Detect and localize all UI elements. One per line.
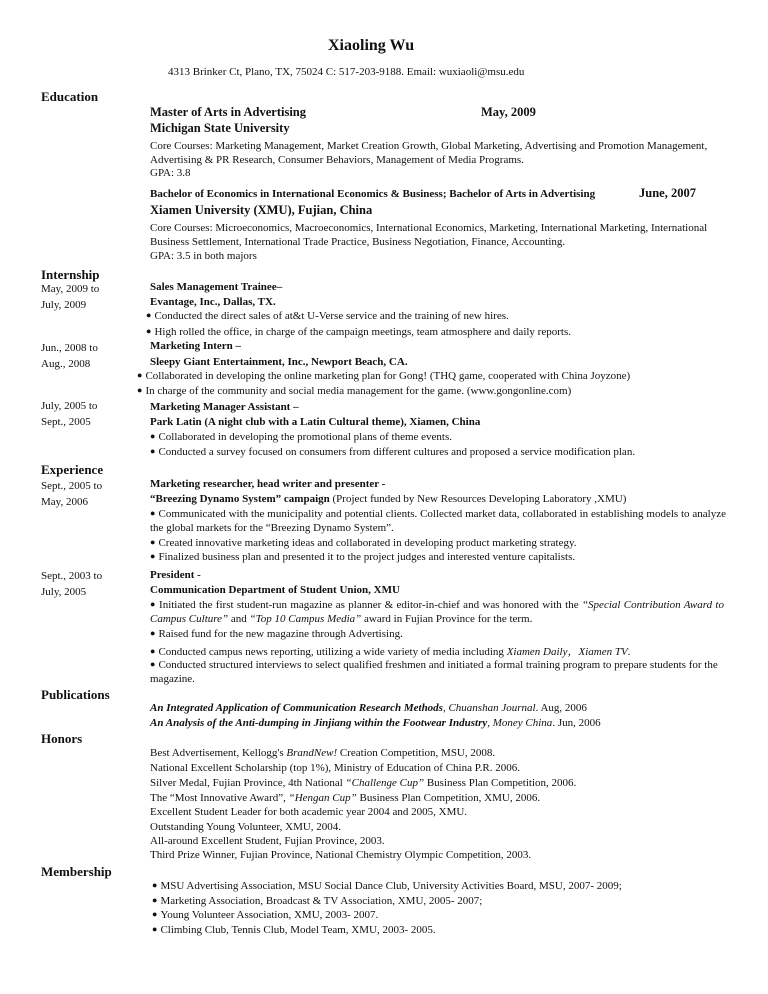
section-experience: Experience <box>41 462 104 477</box>
ma-degree: Master of Arts in Advertising <box>150 105 307 119</box>
section-education: Education <box>41 89 99 104</box>
internship-1-bullet: ● Conducted the direct sales of at&t U-Verse service and the training of new hires. <box>146 310 509 322</box>
internship-2-bullet: ● In charge of the community and social media management for the game. (www.gongonline.com) <box>137 385 571 397</box>
ma-gpa: GPA: 3.8 <box>150 167 191 179</box>
internship-3-date: July, 2005 to Sept., 2005 <box>41 400 98 428</box>
ba-date: June, 2007 <box>639 186 696 200</box>
section-publications: Publications <box>41 687 110 702</box>
publication-item: An Analysis of the Anti-dumping in Jinjiang within the Footwear Industry, Money China. Jun, 2006 <box>150 717 601 729</box>
internship-2-title: Marketing Intern – <box>150 340 242 352</box>
internship-2-org: Sleepy Giant Entertainment, Inc., Newport Beach, CA. <box>150 356 408 368</box>
honor-item: Outstanding Young Volunteer, XMU, 2004. <box>150 821 342 833</box>
section-internship: Internship <box>41 267 100 282</box>
contact-line: 4313 Brinker Ct, Plano, TX, 75024 C: 517-203-9188. Email: wuxiaoli@msu.edu <box>168 66 525 78</box>
internship-3-bullet: ● Collaborated in developing the promotional plans of theme events. <box>150 431 452 443</box>
experience-2-org: Communication Department of Student Union, XMU <box>150 584 400 596</box>
internship-1-date: May, 2009 to July, 2009 <box>41 283 100 311</box>
internship-3-title: Marketing Manager Assistant – <box>150 401 299 413</box>
internship-1-org: Evantage, Inc., Dallas, TX. <box>150 296 276 308</box>
experience-1-title: Marketing researcher, head writer and presenter - <box>150 478 386 490</box>
internship-2-bullet: ● Collaborated in developing the online marketing plan for Gong! (THQ game, cooperated with China Joyzone) <box>137 370 630 382</box>
ma-date: May, 2009 <box>481 105 536 119</box>
experience-1-bullet: ● Finalized business plan and presented it to the project judges and interested venture capitalists. <box>150 551 575 563</box>
internship-3-bullet: ● Conducted a survey focused on consumers from different cultures and proposed a service modification plan. <box>150 446 635 458</box>
ba-courses: Core Courses: Microeconomics, Macroeconomics, International Economics, Marketing, International Marketing, International Business Settlement, International Trade Practice, Business Negotiation, Finance, Accounting. <box>150 222 708 248</box>
honor-item: Third Prize Winner, Fujian Province, National Chemistry Olympic Competition, 2003. <box>150 849 532 861</box>
experience-2-bullet: ● Conducted campus news reporting, utilizing a wide variety of media including Xiamen Daily，Xiamen TV. <box>150 643 630 659</box>
ba-gpa: GPA: 3.5 in both majors <box>150 250 257 262</box>
honor-item: National Excellent Scholarship (top 1%), Ministry of Education of China P.R. 2006. <box>150 762 520 774</box>
experience-1-bullet: ● Created innovative marketing ideas and collaborated in developing product marketing strategy. <box>150 537 577 549</box>
publication-item: An Integrated Application of Communication Research Methods, Chuanshan Journal. Aug, 2006 <box>150 702 587 714</box>
honor-item: The “Most Innovative Award”, “Hengan Cup” Business Plan Competition, XMU, 2006. <box>150 792 541 804</box>
experience-2-bullet: ● Conducted structured interviews to select qualified freshmen and initiated a formal training program to prepare students for the magazine. <box>150 658 726 686</box>
honor-item: Silver Medal, Fujian Province, 4th National “Challenge Cup” Business Plan Competition, 2006. <box>150 777 577 789</box>
honor-item: All-around Excellent Student, Fujian Province, 2003. <box>150 835 385 847</box>
experience-2-title: President - <box>150 569 201 581</box>
resume-name: Xiaoling Wu <box>328 37 415 54</box>
experience-2-bullet: ● Raised fund for the new magazine through Advertising. <box>150 628 403 640</box>
membership-item: ● Marketing Association, Broadcast & TV Association, XMU, 2005- 2007; <box>152 895 482 907</box>
section-honors: Honors <box>41 731 83 746</box>
ba-school: Xiamen University (XMU), Fujian, China <box>150 203 373 217</box>
experience-1-bullet: ● Communicated with the municipality and potential clients. Collected market data, collaborated in establishing models to analyze the global markets for the “Breezing Dynamo System”. <box>150 507 726 535</box>
internship-3-org: Park Latin (A night club with a Latin Cultural theme), Xiamen, China <box>150 416 481 428</box>
honor-item: Excellent Student Leader for both academic year 2004 and 2005, XMU. <box>150 806 468 818</box>
ma-courses: Core Courses: Marketing Management, Market Creation Growth, Global Marketing, Advertising and Promotion Management, Advertising & PR Research, Consumer Behaviors, Management of Media Programs. <box>150 140 708 166</box>
experience-1-campaign: “Breezing Dynamo System” campaign (Project funded by New Resources Developing Laboratory ,XMU) <box>150 493 627 505</box>
experience-2-date: Sept., 2003 to July, 2005 <box>41 570 103 598</box>
section-membership: Membership <box>41 864 112 879</box>
internship-1-bullet: ● High rolled the office, in charge of the campaign meetings, team atmosphere and daily reports. <box>146 326 571 338</box>
membership-item: ● Climbing Club, Tennis Club, Model Team, XMU, 2003- 2005. <box>152 924 436 936</box>
honor-item: Best Advertisement, Kellogg's BrandNew! Creation Competition, MSU, 2008. <box>150 747 496 759</box>
internship-1-title: Sales Management Trainee– <box>150 281 283 293</box>
experience-2-bullet: ● Initiated the first student-run magazine as planner & editor-in-chief and was honored with the “Special Contribution Award to Campus Culture” and “Top 10 Campus Media” award in Fujian Province for the term. <box>150 598 724 626</box>
membership-item: ● MSU Advertising Association, MSU Social Dance Club, University Activities Board, MSU, 2007- 2009; <box>152 880 622 892</box>
ma-school: Michigan State University <box>150 121 290 135</box>
membership-item: ● Young Volunteer Association, XMU, 2003- 2007. <box>152 909 378 921</box>
internship-2-date: Jun., 2008 to Aug., 2008 <box>41 342 98 370</box>
ba-degree: Bachelor of Economics in International Economics & Business; Bachelor of Arts in Advertising <box>150 188 596 200</box>
experience-1-date: Sept., 2005 to May, 2006 <box>41 480 103 508</box>
